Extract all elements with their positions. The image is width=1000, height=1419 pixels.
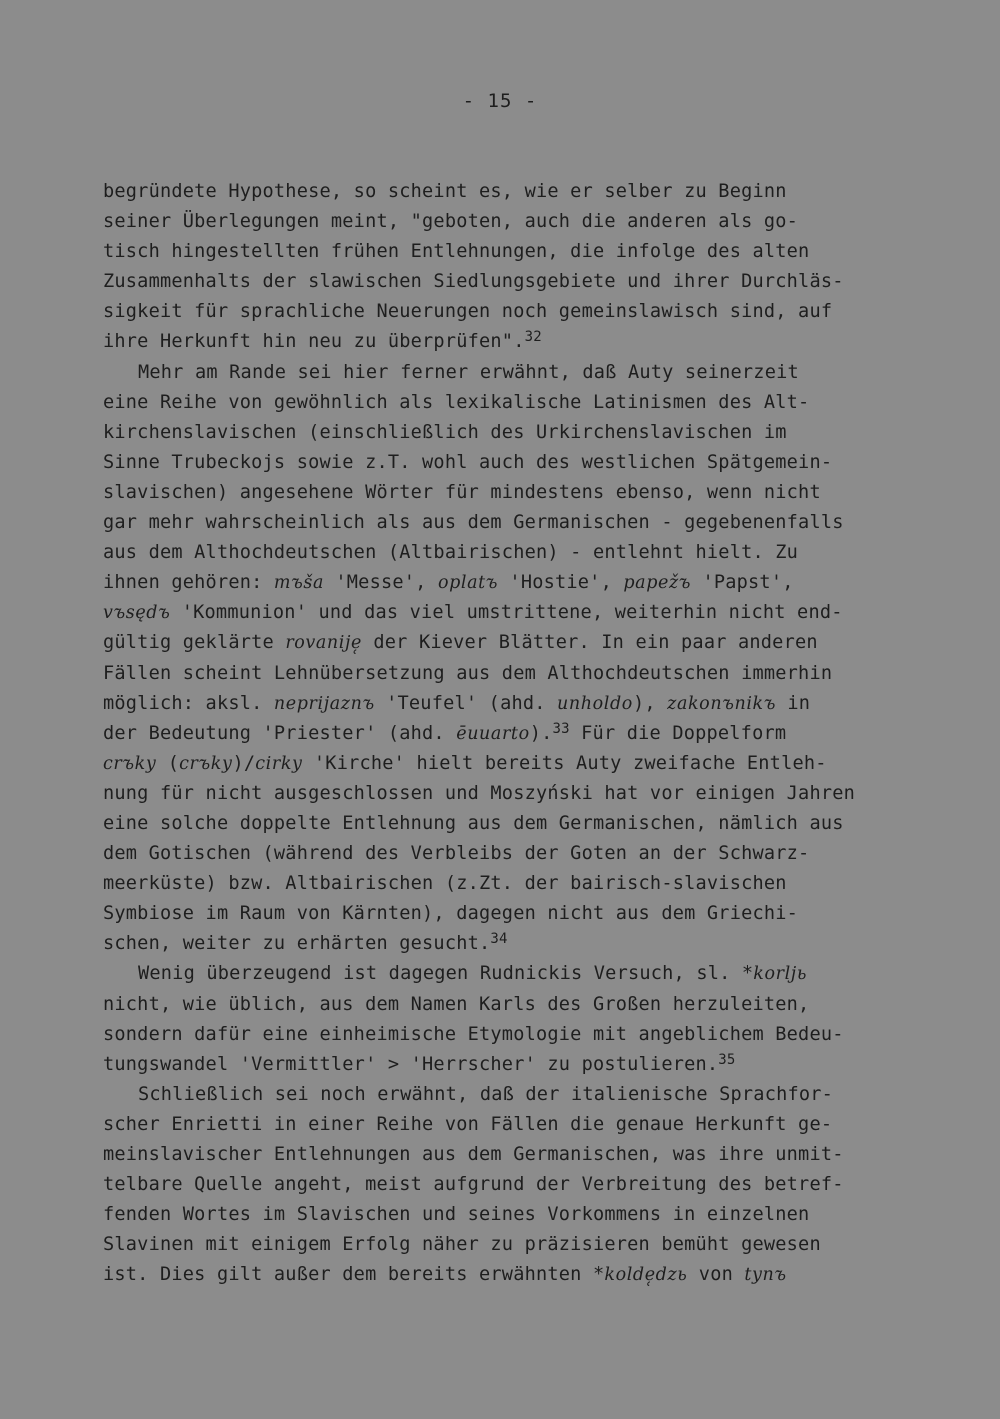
text-segment: ihre Herkunft hin neu zu überprüfen". — [103, 331, 525, 353]
text-segment: der Kiever Blätter. In ein paar anderen — [361, 632, 818, 654]
text-line — [103, 779, 903, 809]
text-segment: Symbiose im Raum von Kärnten), dagegen nicht aus dem Griechi- — [103, 903, 799, 925]
text-segment: ist. Dies gilt außer dem bereits erwähnten * — [103, 1264, 605, 1286]
text-segment: von — [687, 1264, 745, 1286]
text-line — [103, 237, 903, 267]
text-segment: slavischen) angesehene Wörter für mindestens ebenso, wenn nicht — [103, 481, 821, 503]
text-segment: eine Reihe von gewöhnlich als lexikalische Latinismen des Alt- — [103, 391, 810, 413]
text-line — [103, 1050, 903, 1080]
text-segment: aus dem Althochdeutschen (Altbairischen) - entlehnt hielt. Zu — [103, 542, 799, 564]
text-segment: gültig geklärte — [103, 632, 286, 654]
italic-term: korljь — [753, 964, 807, 985]
text-line — [103, 869, 903, 899]
text-segment: ( — [156, 752, 180, 774]
text-segment: 'Teufel' (ahd. — [374, 692, 558, 714]
text-line — [103, 418, 903, 448]
italic-term: tynъ — [744, 1265, 787, 1286]
text-segment: scher Enrietti in einer Reihe von Fällen die genaue Herkunft ge- — [103, 1113, 833, 1135]
text-line — [103, 689, 903, 719]
italic-term: papežъ — [623, 573, 692, 594]
text-line — [103, 478, 903, 508]
text-line — [103, 1230, 903, 1260]
text-line — [103, 899, 903, 929]
text-line — [103, 297, 903, 327]
text-segment: Fällen scheint Lehnübersetzung aus dem Althochdeutschen immerhin — [103, 662, 833, 684]
text-segment: ihnen gehören: — [103, 572, 274, 594]
text-segment: möglich: aksl. — [103, 692, 274, 714]
text-segment: tungswandel 'Vermittler' > 'Herrscher' zu postulieren. — [103, 1053, 719, 1075]
text-segment: eine solche doppelte Entlehnung aus dem Germanischen, nämlich aus — [103, 812, 844, 834]
text-segment: Schließlich sei noch erwähnt, daß der italienische Sprachfor- — [138, 1083, 834, 1105]
text-segment: fenden Wortes im Slavischen und seines Vorkommens in einzelnen — [103, 1204, 810, 1226]
body-text — [103, 177, 903, 1290]
text-segment: dem Gotischen (während des Verbleibs der Goten an der Schwarz- — [103, 843, 810, 865]
text-line — [103, 1020, 903, 1050]
text-line — [103, 719, 903, 749]
text-segment: ), — [632, 692, 668, 714]
text-segment: 'Hostie', — [498, 572, 624, 594]
text-segment: telbare Quelle angeht, meist aufgrund der Verbreitung des betref- — [103, 1174, 844, 1196]
italic-term: kolde̜dzь — [604, 1265, 688, 1286]
italic-term: cirky — [255, 753, 303, 774]
text-segment: Für die Doppelform — [569, 722, 787, 744]
text-line — [103, 1200, 903, 1230]
text-segment: ). — [529, 722, 553, 744]
text-line — [103, 538, 903, 568]
text-line — [103, 809, 903, 839]
italic-term: unholdo — [557, 693, 633, 714]
text-segment: 'Kommunion' und das viel umstrittene, weiterhin nicht end- — [170, 602, 843, 624]
text-line — [103, 177, 903, 207]
text-line — [103, 207, 903, 237]
text-segment: schen, weiter zu erhärten gesucht. — [103, 933, 491, 955]
text-segment: seiner Überlegungen meint, "geboten, auch die anderen als go- — [103, 211, 799, 233]
text-line — [103, 1080, 903, 1110]
text-line — [103, 839, 903, 869]
italic-term: neprijaznъ — [273, 693, 375, 714]
text-segment: Sinne Trubeckojs sowie z.T. wohl auch des westlichen Spätgemein- — [103, 451, 833, 473]
text-line — [103, 1140, 903, 1170]
italic-term: oplatъ — [437, 573, 499, 594]
text-segment: meerküste) bzw. Altbairischen (z.Zt. der bairisch-slavischen — [103, 873, 787, 895]
text-line — [103, 959, 903, 989]
text-segment: nung für nicht ausgeschlossen und Moszyński hat vor einigen Jahren — [103, 782, 856, 804]
footnote-ref: 34 — [490, 931, 508, 948]
text-line — [103, 267, 903, 297]
text-line — [103, 1260, 903, 1290]
footnote-ref: 33 — [552, 720, 570, 737]
text-segment: gar mehr wahrscheinlich als aus dem Germanischen - gegebenenfalls — [103, 512, 844, 534]
text-segment: in — [776, 692, 811, 714]
text-segment: 'Kirche' hielt bereits Auty zweifache Entleh- — [302, 752, 827, 774]
text-line — [103, 327, 903, 357]
text-segment: 'Messe', — [324, 572, 438, 594]
page-number: - 15 - — [462, 90, 538, 112]
text-segment: kirchenslavischen (einschließlich des Urkirchenslavischen im — [103, 421, 787, 443]
text-line — [103, 358, 903, 388]
text-segment: )/ — [232, 752, 256, 774]
italic-term: crъky — [103, 753, 157, 774]
text-segment: tisch hingestellten frühen Entlehnungen, die infolge des alten — [103, 241, 810, 263]
text-line — [103, 508, 903, 538]
italic-term: ēuuarto — [456, 723, 530, 744]
text-segment: der Bedeutung 'Priester' (ahd. — [103, 722, 457, 744]
text-line — [103, 568, 903, 598]
text-segment: begründete Hypothese, so scheint es, wie er selber zu Beginn — [103, 181, 787, 202]
text-segment: Mehr am Rande sei hier ferner erwähnt, daß Auty seinerzeit — [138, 361, 799, 383]
text-segment: nicht, wie üblich, aus dem Namen Karls des Großen herzuleiten, — [103, 993, 810, 1015]
text-segment: 'Papst', — [691, 572, 794, 594]
text-segment: sigkeit für sprachliche Neuerungen noch gemeinslawisch sind, auf — [103, 301, 833, 323]
text-segment: sondern dafür eine einheimische Etymologie mit angeblichem Bedeu- — [103, 1023, 844, 1045]
text-line — [103, 659, 903, 689]
text-segment: meinslavischer Entlehnungen aus dem Germanischen, was ihre unmit- — [103, 1144, 844, 1165]
text-segment: Wenig überzeugend ist dagegen Rudnickis Versuch, sl. * — [138, 963, 754, 985]
text-line — [103, 1170, 903, 1200]
italic-term: mъša — [273, 573, 324, 594]
text-line — [103, 929, 903, 959]
footnote-ref: 35 — [718, 1051, 736, 1068]
text-segment: Zusammenhalts der slawischen Siedlungsgebiete und ihrer Durchläs- — [103, 271, 844, 293]
italic-term: rovanije̜ — [285, 633, 362, 654]
text-line — [103, 448, 903, 478]
text-line — [103, 598, 903, 628]
italic-term: zakonъnikъ — [667, 693, 776, 714]
text-line — [103, 749, 903, 779]
italic-term: vъsędъ — [103, 603, 171, 624]
text-line — [103, 388, 903, 418]
text-line — [103, 990, 903, 1020]
italic-term: crъky — [179, 753, 233, 774]
text-line — [103, 1110, 903, 1140]
text-line — [103, 628, 903, 658]
text-segment: Slavinen mit einigem Erfolg näher zu präzisieren bemüht gewesen — [103, 1234, 821, 1256]
footnote-ref: 32 — [524, 329, 542, 346]
